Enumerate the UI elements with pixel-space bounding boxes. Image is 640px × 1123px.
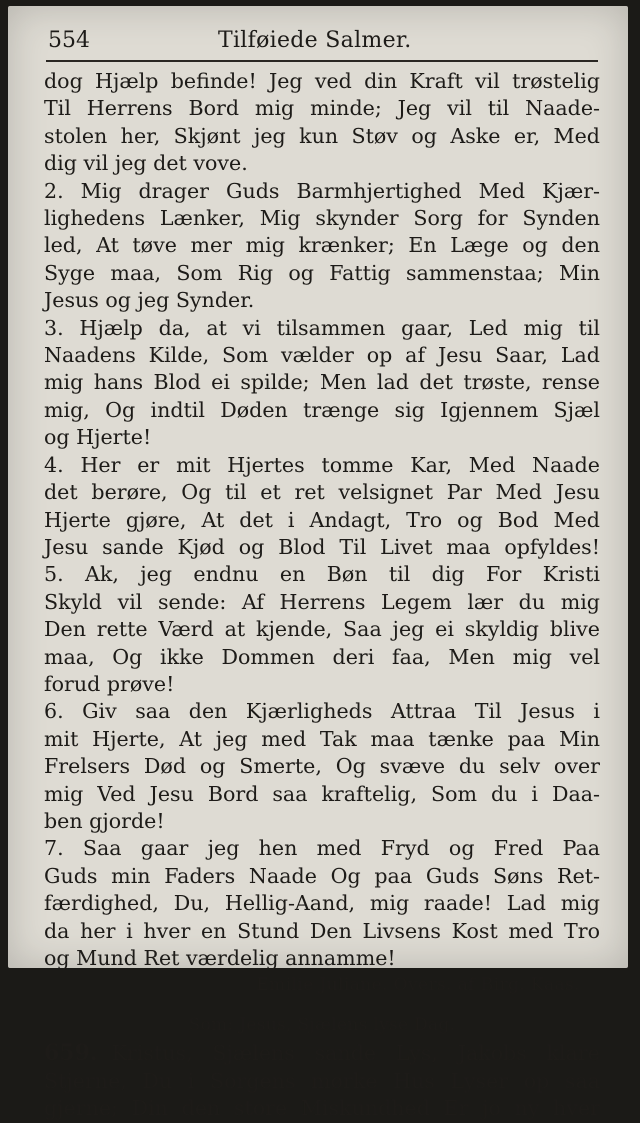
text-line: Jesus og jeg Synder. — [44, 288, 255, 313]
page-number: 554 — [48, 28, 90, 53]
text-line: Guds min Faders Naade Og paa Guds Søns Ret- — [44, 863, 600, 888]
text-line: mig, Og indtil Døden trænge sig Igjennem Sjæl — [44, 397, 600, 422]
text-line: mig hans Blod ei spilde; Men lad det trøste, rense — [44, 370, 600, 395]
text-line: dog Hjælp befinde! Jeg ved din Kraft vil trøstelig — [44, 69, 600, 93]
text-line: maa, Og ikke Dommen deri faa, Men mig vel — [44, 644, 600, 669]
text-line: Skyld vil sende: Af Herrens Legem lær du mig — [44, 589, 600, 614]
text-line: det berøre, Og til et ret velsignet Par Med Jesu — [44, 480, 600, 505]
text-line: Naadens Kilde, Som vælder op af Jesu Saar, Lad — [44, 343, 600, 368]
text-line: 5. Ak, jeg endnu en Bøn til dig For Kristi — [44, 562, 600, 587]
next-hymn-lines — [44, 1040, 600, 1122]
text-line: færdighed, Du, Hellig-Aand, mig raade! Lad mig — [44, 891, 600, 916]
text-line: lighedens Lænker, Mig skynder Sorg for Synden — [44, 206, 600, 231]
text-line: og Mund Ret værdelig annamme! — [44, 946, 396, 970]
text-line: Jesu sande Kjød og Blod Til Livet maa opfyldes! — [44, 534, 600, 559]
running-title: Tilføiede Salmer. — [218, 28, 412, 53]
hymn-text — [44, 68, 600, 1123]
author-credit: Emilie Juliane. Overs. af Birg. Kaas. — [256, 975, 580, 996]
text-line: led, At tøve mer mig krænker; En Læge og den — [44, 233, 600, 258]
text-line: Den rette Værd at kjende, Saa jeg ei skyldig blive — [44, 617, 600, 642]
book-page — [8, 6, 628, 1121]
text-line: gjerne; Din den store Miskundhed Er jo ny hver — [44, 1096, 600, 1121]
text-line: Stjerne, Du i Sorgens mørke Hus Lyser op saa — [44, 1068, 600, 1093]
text-line: Til Herrens Bord mig minde; Jeg vil til Naade- — [44, 96, 600, 121]
text-line: forud prøve! — [44, 671, 175, 696]
text-line: Syge maa, Som Rig og Fattig sammenstaa; Min — [44, 260, 600, 285]
text-line: Hjerte gjøre, At det i Andagt, Tro og Bod Med — [44, 507, 600, 532]
text-line-content: Kristus, Sjælens sande Lys, Jakobs klare — [111, 1041, 600, 1066]
text-line: Frelsers Død og Smerte, Og svæve du selv over — [44, 754, 600, 779]
text-line: 4. Her er mit Hjertes tomme Kar, Med Naade — [44, 452, 600, 477]
text-line: 3. Hjælp da, at vi tilsammen gaar, Led mig til — [44, 315, 600, 340]
page-header — [48, 24, 598, 60]
text-line — [44, 1040, 600, 1067]
text-line: mit Hjerte, At jeg med Tak maa tænke paa Min — [44, 726, 600, 751]
text-line: ben gjorde! — [44, 808, 165, 833]
text-line: 2. Mig drager Guds Barmhjertighed Med Kjær- — [44, 178, 600, 203]
header-rule — [46, 60, 598, 62]
text-line: dig vil jeg det vove. — [44, 151, 248, 176]
text-line: stolen her, Skjønt jeg kun Støv og Aske er, Med — [44, 123, 600, 148]
text-line: og Hjerte! — [44, 425, 152, 450]
text-line: mig Ved Jesu Bord saa kraftelig, Som du i Daa- — [44, 781, 600, 806]
text-line: da her i hver en Stund Den Livsens Kost med Tro — [44, 918, 600, 943]
verse-lines — [44, 68, 600, 972]
text-line: 6. Giv saa den Kjærligheds Attraa Til Jesus i — [44, 699, 600, 724]
hymn-number: 659. — [44, 1040, 98, 1067]
melody-note: Som: Jesus, Sjælens lyse Dag. — [188, 1015, 456, 1036]
text-line: 7. Saa gaar jeg hen med Fryd og Fred Paa — [44, 836, 600, 861]
